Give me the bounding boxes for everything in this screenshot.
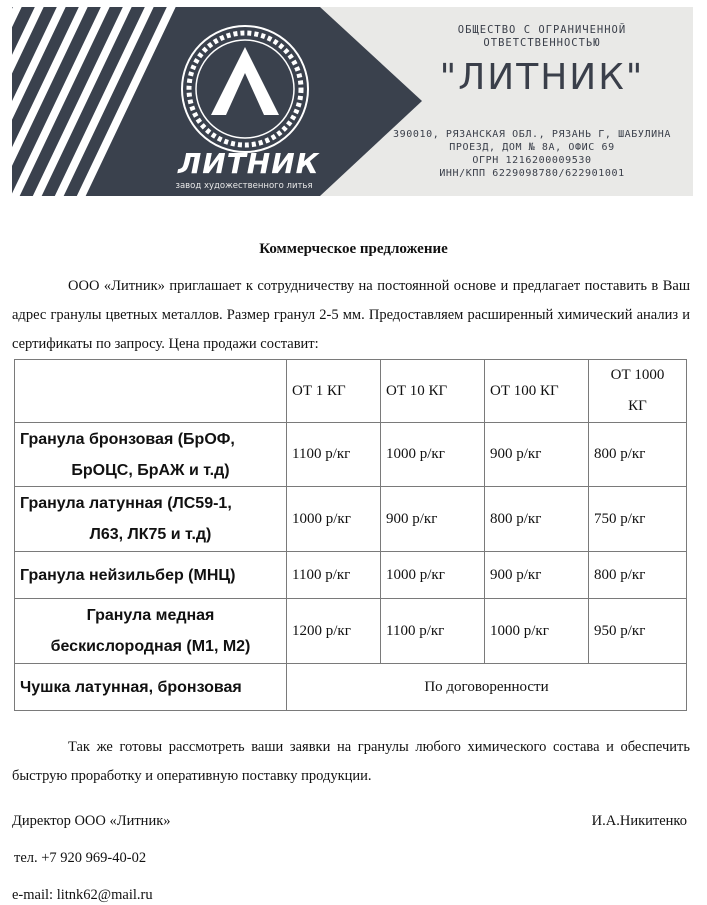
price-cell: 1100 р/кг xyxy=(287,423,381,487)
table-row xyxy=(15,664,687,711)
address-line2: ПРОЕЗД, ДОМ № 8А, ОФИС 69 xyxy=(449,142,615,153)
org-type-line2: ОТВЕТСТВЕННОСТЬЮ xyxy=(483,37,601,49)
document-title: Коммерческое предложение xyxy=(259,241,448,257)
phone: тел. +7 920 969-40-02 xyxy=(14,850,147,866)
product-name-line2: бескислородная (М1, М2) xyxy=(50,638,251,655)
table-row xyxy=(15,552,687,599)
table-row xyxy=(15,487,687,552)
price-cell: 1200 р/кг xyxy=(287,599,381,664)
price-cell: 1100 р/кг xyxy=(381,599,485,664)
price-cell: 800 р/кг xyxy=(589,423,687,487)
signatory-name: И.А.Никитенко xyxy=(591,813,687,829)
table-header-row xyxy=(15,360,687,423)
header-from-10kg: ОТ 10 КГ xyxy=(381,360,485,423)
negotiable-cell: По договоренности xyxy=(287,664,687,711)
inn-kpp: ИНН/КПП 6229098780/622901001 xyxy=(439,168,625,179)
price-cell: 1100 р/кг xyxy=(287,552,381,599)
price-cell: 900 р/кг xyxy=(485,423,589,487)
product-name: Гранула нейзильбер (МНЦ) xyxy=(15,552,287,599)
director-title: Директор ООО «Литник» xyxy=(12,813,171,829)
product-name-line2: БрОЦС, БрАЖ и т.д) xyxy=(71,461,230,479)
closing-paragraph: Так же готовы рассмотреть ваши заявки на гранулы любого химического состава и обеспечить быструю проработку и оперативную поставку продукции. xyxy=(12,739,690,784)
header-empty-cell xyxy=(15,360,287,423)
price-cell: 900 р/кг xyxy=(485,552,589,599)
product-name xyxy=(15,423,287,487)
price-cell: 800 р/кг xyxy=(589,552,687,599)
price-cell: 800 р/кг xyxy=(485,487,589,552)
price-cell: 1000 р/кг xyxy=(287,487,381,552)
price-table xyxy=(14,359,687,711)
org-address xyxy=(382,128,682,180)
product-name-line2: Л63, ЛК75 и т.д) xyxy=(89,526,212,543)
price-cell: 1000 р/кг xyxy=(381,552,485,599)
price-cell: 1000 р/кг xyxy=(381,423,485,487)
header-from-1000kg xyxy=(589,360,687,423)
price-cell: 950 р/кг xyxy=(589,599,687,664)
header-from-1000kg-line2: КГ xyxy=(628,398,647,414)
email: e-mail: litnk62@mail.ru xyxy=(12,887,153,903)
org-type-line1: ОБЩЕСТВО С ОГРАНИЧЕННОЙ xyxy=(457,24,627,36)
price-cell: 750 р/кг xyxy=(589,487,687,552)
product-name xyxy=(15,487,287,552)
intro-paragraph: ООО «Литник» приглашает к сотрудничеству на постоянной основе и предлагает поставить в Ваш адрес гранулы цветных металлов. Размер гранул 2-5 мм. Предоставляем расширенный химический анализ и сертификаты по запросу. Цена продажи составит: xyxy=(12,278,690,352)
logo-subtitle: завод художественного литья xyxy=(175,181,313,191)
price-cell: 1000 р/кг xyxy=(485,599,589,664)
product-name: Чушка латунная, бронзовая xyxy=(15,664,287,711)
product-name xyxy=(15,599,287,664)
org-name: "ЛИТНИК" xyxy=(439,57,645,98)
product-name-line1: Гранула медная xyxy=(86,607,215,624)
table-row xyxy=(15,423,687,487)
logo-emblem xyxy=(182,26,308,152)
ogrn: ОГРН 1216200009530 xyxy=(472,155,592,166)
price-cell: 900 р/кг xyxy=(381,487,485,552)
header-from-100kg: ОТ 100 КГ xyxy=(485,360,589,423)
org-type xyxy=(412,24,672,50)
letterhead xyxy=(12,7,693,196)
header-from-1kg: ОТ 1 КГ xyxy=(287,360,381,423)
logo-name: ЛИТНИК xyxy=(178,147,320,180)
header-from-1000kg-line1: ОТ 1000 xyxy=(610,367,665,383)
address-line1: 390010, РЯЗАНСКАЯ ОБЛ., РЯЗАНЬ Г, ШАБУЛИНА xyxy=(392,129,672,140)
table-row xyxy=(15,599,687,664)
product-name-line1: Гранула латунная (ЛС59-1, xyxy=(20,495,232,512)
product-name-line1: Гранула бронзовая (БрОФ, xyxy=(20,430,235,448)
